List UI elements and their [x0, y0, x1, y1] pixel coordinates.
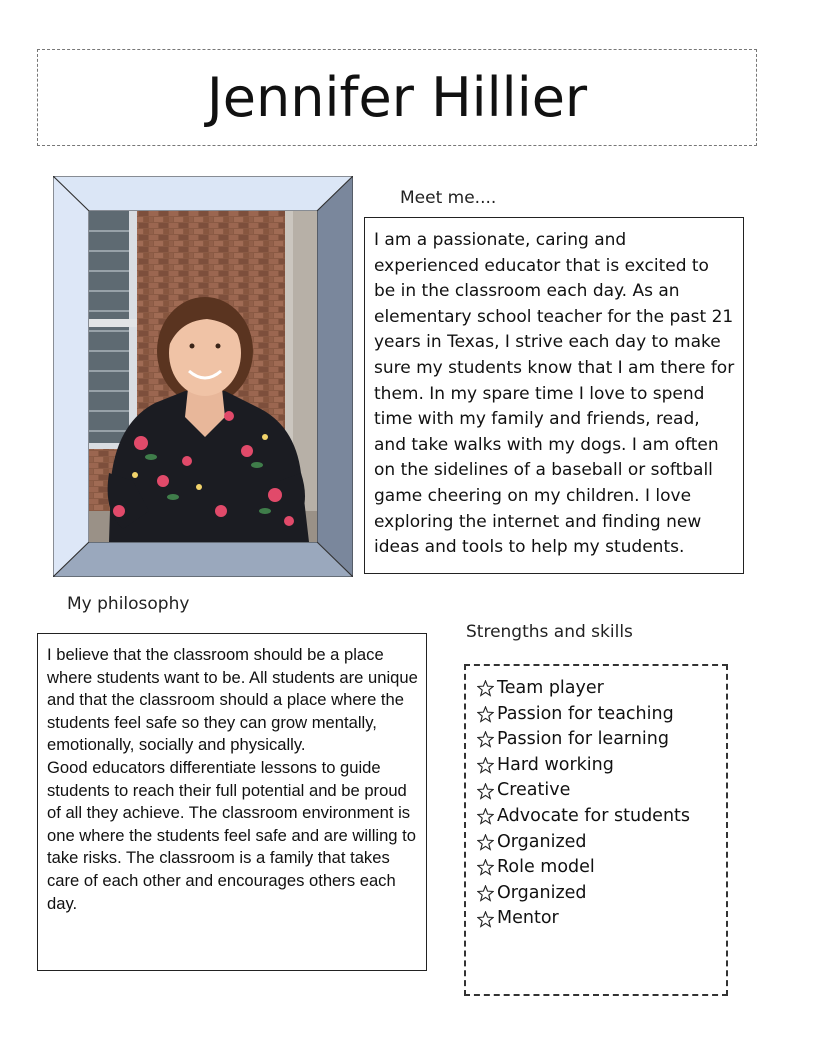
star-icon [477, 706, 494, 723]
teacher-name: Jennifer Hillier [206, 66, 588, 129]
photo-frame [53, 176, 353, 577]
philosophy-paragraph: I believe that the classroom should be a place where students want to be. All students are unique and that the classroom should a place where the students feel safe so they can grow mentally, emotionally, socially and physically. [47, 645, 418, 755]
list-item [477, 727, 718, 753]
philosophy-box [37, 633, 427, 971]
star-icon [477, 783, 494, 800]
about-me-text: I am a passionate, caring and experienced educator that is excited to be in the classroom each day. As an elementary school teacher for the past 21 years in Texas, I strive each day to make sure my students know that I am there for them. In my spare time I love to spend time with my family and friends, read, and take walks with my dogs. I am often on the sidelines of a baseball or softball game cheering on my children. I love exploring the internet and finding new ideas and tools to help my students. [374, 230, 735, 558]
list-item [477, 855, 718, 881]
skill-text: Advocate for students [497, 805, 691, 826]
philosophy-label: My philosophy [67, 594, 190, 614]
skill-text: Role model [497, 857, 595, 878]
list-item [477, 830, 718, 856]
skill-text: Organized [497, 831, 587, 852]
list-item [477, 804, 718, 830]
star-icon [477, 859, 494, 876]
teacher-photo [89, 211, 317, 542]
skill-text: Team player [497, 678, 604, 698]
star-icon [477, 731, 494, 748]
name-banner [37, 49, 757, 146]
skills-box [464, 664, 728, 996]
list-item [477, 676, 718, 702]
skills-list [477, 676, 718, 932]
list-item [477, 702, 718, 728]
skill-text: Hard working [497, 754, 614, 775]
list-item [477, 906, 718, 932]
skills-label: Strengths and skills [466, 622, 633, 642]
meet-me-label: Meet me.... [400, 188, 497, 208]
skill-text: Creative [497, 780, 571, 801]
philosophy-paragraph: Good educators differentiate lessons to guide students to reach their full potential and be proud of all they achieve. The classroom environment is one where the students feel safe and are willing to take risks. The classroom is a family that takes care of each other and encourages others each day. [47, 757, 416, 913]
star-icon [477, 885, 494, 902]
star-icon [477, 757, 494, 774]
list-item [477, 881, 718, 907]
star-icon [477, 834, 494, 851]
list-item [477, 778, 718, 804]
list-item [477, 753, 718, 779]
skill-text: Organized [497, 882, 587, 903]
star-icon [477, 911, 494, 928]
star-icon [477, 680, 494, 697]
skill-text: Passion for learning [497, 729, 669, 750]
skill-text: Mentor [497, 908, 559, 929]
star-icon [477, 808, 494, 825]
skill-text: Passion for teaching [497, 703, 674, 724]
about-me-box [364, 217, 744, 574]
